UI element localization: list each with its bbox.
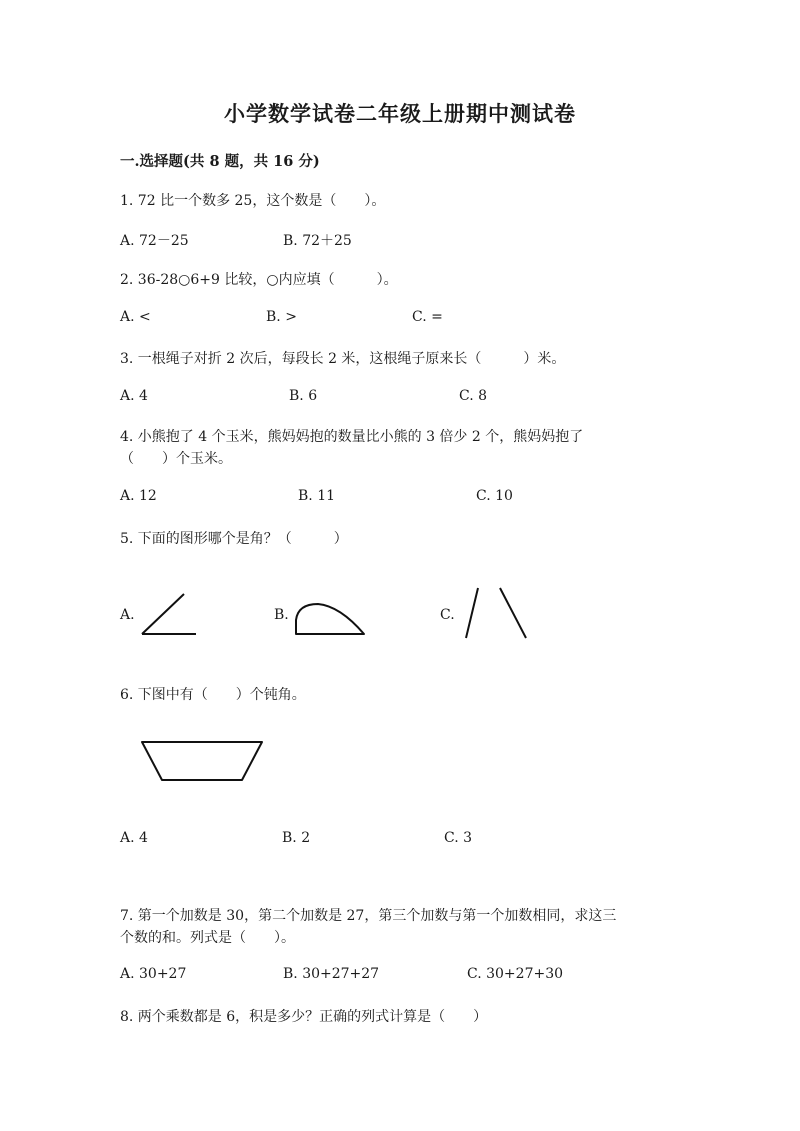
page-title: 小学数学试卷二年级上册期中测试卷	[224, 101, 576, 126]
q1-option-a: A. 72－25	[120, 233, 189, 249]
q5-option-a: A.	[120, 607, 135, 623]
question-1: 1. 72 比一个数多 25，这个数是（ ）。	[120, 193, 386, 209]
question-8: 8. 两个乘数都是 6，积是多少？正确的列式计算是（ ）	[120, 1009, 488, 1025]
q5-option-c: C.	[440, 607, 455, 623]
q5-option-b: B.	[274, 607, 289, 623]
question-7-line-1: 7. 第一个加数是 30，第二个加数是 27，第三个加数与第一个加数相同，求这三	[120, 908, 617, 924]
q6-option-b: B. 2	[282, 830, 311, 846]
section-heading: 一.选择题(共 8 题，共 16 分)	[120, 153, 320, 170]
question-6: 6. 下图中有（ ）个钝角。	[120, 687, 306, 703]
q1-option-b: B. 72＋25	[283, 233, 352, 249]
q6-option-a: A. 4	[120, 830, 148, 846]
question-7-line-2: 个数的和。列式是（ ）。	[120, 930, 295, 946]
q7-option-b: B. 30+27+27	[283, 966, 380, 982]
angle-figure-a	[138, 590, 200, 638]
q4-option-c: C. 10	[476, 488, 513, 504]
open-lines-figure-c	[460, 584, 532, 640]
trapezoid-figure	[138, 738, 266, 784]
q4-option-b: B. 11	[298, 488, 336, 504]
question-2: 2. 36-28○6+9 比较，○内应填（ ）。	[120, 272, 398, 288]
q4-option-a: A. 12	[120, 488, 157, 504]
question-4-line-1: 4. 小熊抱了 4 个玉米，熊妈妈抱的数量比小熊的 3 倍少 2 个，熊妈妈抱了	[120, 429, 584, 445]
q7-option-a: A. 30+27	[120, 966, 187, 982]
q7-option-c: C. 30+27+30	[467, 966, 564, 982]
q2-option-b: B. >	[266, 309, 297, 325]
question-5: 5. 下面的图形哪个是角？（ ）	[120, 531, 348, 547]
q2-option-a: A. <	[120, 309, 151, 325]
q2-option-c: C. =	[412, 309, 443, 325]
q6-option-c: C. 3	[444, 830, 473, 846]
q3-option-a: A. 4	[120, 388, 148, 404]
question-4-line-2: （ ）个玉米。	[120, 451, 232, 467]
curved-figure-b	[292, 598, 368, 638]
q3-option-b: B. 6	[289, 388, 318, 404]
q3-option-c: C. 8	[459, 388, 488, 404]
question-3: 3. 一根绳子对折 2 次后，每段长 2 米，这根绳子原来长（ ）米。	[120, 351, 566, 367]
